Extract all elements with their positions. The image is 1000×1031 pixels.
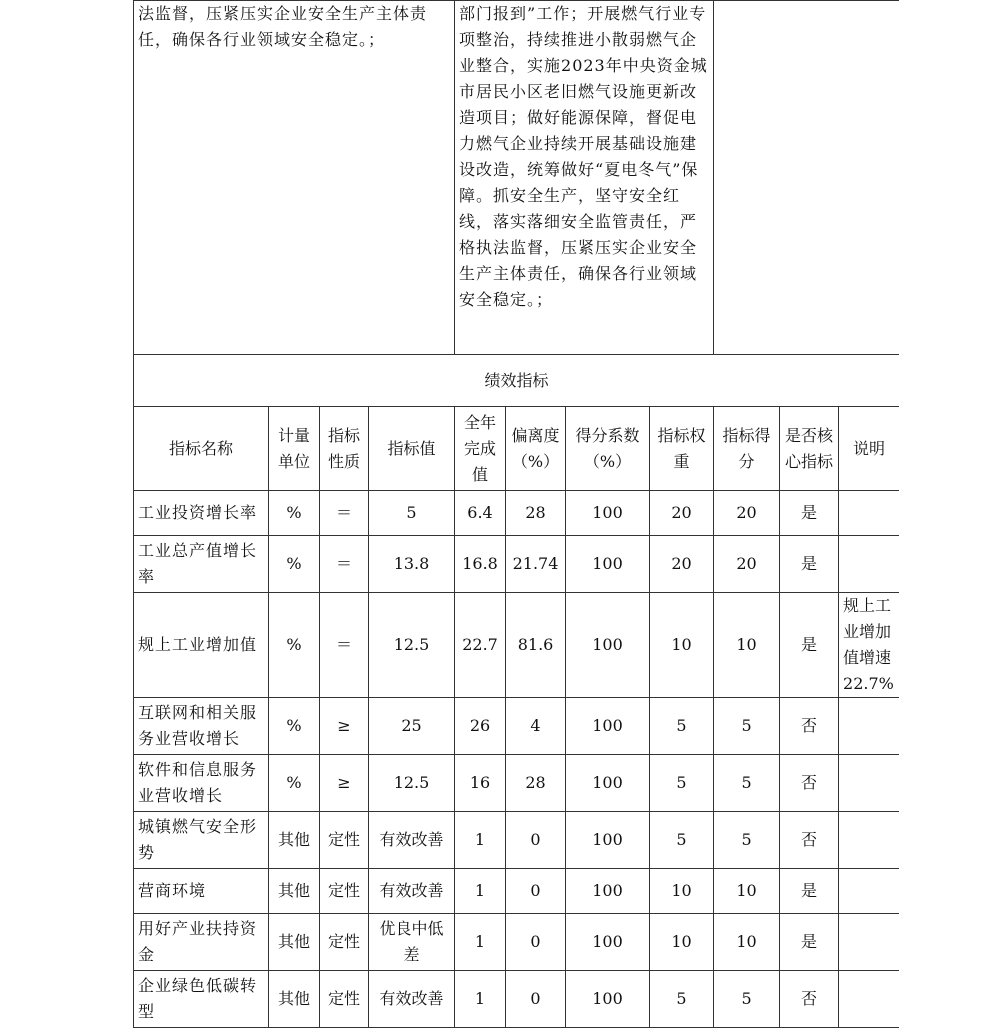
cell-deviation: 28 (506, 755, 566, 812)
section-title-row (134, 355, 900, 407)
cell-name: 企业绿色低碳转型 (134, 971, 269, 1028)
cell-unit: 其他 (269, 914, 320, 971)
top-middle-cell: 部门报到”工作；开展燃气行业专项整治，持续推进小散弱燃气企业整合，实施2023年中央资金城市居民小区老旧燃气设施更新改造项目；做好能源保障，督促电力燃气企业持续开展基础设施建设改造，统筹做好“夏电冬气”保障。抓安全生产，坚守安全红线，落实落细安全监管责任，严格执法监督，压紧压实企业安全生产主体责任，确保各行业领域安全稳定。； (455, 1, 714, 355)
cell-done: 16 (455, 755, 506, 812)
cell-deviation: 81.6 (506, 593, 566, 698)
cell-core: 否 (780, 755, 839, 812)
cell-core: 否 (780, 971, 839, 1028)
cell-deviation: 21.74 (506, 536, 566, 593)
header-coefficient: 得分系数（%） (566, 407, 650, 491)
cell-note (839, 491, 899, 536)
cell-value: 25 (369, 698, 455, 755)
cell-done: 6.4 (455, 491, 506, 536)
cell-score: 20 (714, 536, 780, 593)
cell-weight: 20 (650, 491, 714, 536)
cell-core: 否 (780, 698, 839, 755)
cell-deviation: 0 (506, 914, 566, 971)
cell-done: 1 (455, 971, 506, 1028)
cell-note (839, 869, 899, 914)
cell-coefficient: 100 (566, 536, 650, 593)
cell-name: 营商环境 (134, 869, 269, 914)
cell-name: 工业总产值增长率 (134, 536, 269, 593)
cell-done: 1 (455, 812, 506, 869)
cell-score: 5 (714, 698, 780, 755)
cell-unit: 其他 (269, 812, 320, 869)
cell-done: 16.8 (455, 536, 506, 593)
cell-weight: 10 (650, 869, 714, 914)
header-value: 指标值 (369, 407, 455, 491)
header-core: 是否核心指标 (780, 407, 839, 491)
cell-core: 是 (780, 869, 839, 914)
top-right-cell (714, 1, 899, 355)
performance-table (133, 0, 899, 1028)
header-score: 指标得分 (714, 407, 780, 491)
cell-unit: 其他 (269, 869, 320, 914)
document-page (133, 0, 899, 1031)
cell-nature: 定性 (320, 869, 369, 914)
table-row (134, 971, 900, 1028)
cell-nature: ≥ (320, 755, 369, 812)
cell-coefficient: 100 (566, 698, 650, 755)
cell-value: 12.5 (369, 593, 455, 698)
cell-core: 否 (780, 812, 839, 869)
table-row (134, 812, 900, 869)
cell-score: 5 (714, 812, 780, 869)
cell-value: 13.8 (369, 536, 455, 593)
cell-name: 用好产业扶持资金 (134, 914, 269, 971)
cell-weight: 20 (650, 536, 714, 593)
cell-done: 22.7 (455, 593, 506, 698)
header-name: 指标名称 (134, 407, 269, 491)
cell-done: 1 (455, 869, 506, 914)
cell-value: 12.5 (369, 755, 455, 812)
cell-unit: % (269, 698, 320, 755)
cell-score: 10 (714, 914, 780, 971)
cell-name: 软件和信息服务业营收增长 (134, 755, 269, 812)
cell-unit: 其他 (269, 971, 320, 1028)
cell-name: 城镇燃气安全形势 (134, 812, 269, 869)
cell-deviation: 0 (506, 869, 566, 914)
table-header-row (134, 407, 900, 491)
cell-score: 20 (714, 491, 780, 536)
header-deviation: 偏离度（%） (506, 407, 566, 491)
cell-score: 5 (714, 971, 780, 1028)
cell-coefficient: 100 (566, 491, 650, 536)
cell-unit: % (269, 491, 320, 536)
cell-name: 工业投资增长率 (134, 491, 269, 536)
header-nature: 指标性质 (320, 407, 369, 491)
table-row (134, 593, 900, 698)
cell-deviation: 0 (506, 812, 566, 869)
table-row (134, 698, 900, 755)
cell-note (839, 536, 899, 593)
cell-nature: ≥ (320, 698, 369, 755)
cell-weight: 10 (650, 914, 714, 971)
cell-name: 规上工业增加值 (134, 593, 269, 698)
header-done: 全年完成值 (455, 407, 506, 491)
cell-name: 互联网和相关服务业营收增长 (134, 698, 269, 755)
header-weight: 指标权重 (650, 407, 714, 491)
cell-done: 26 (455, 698, 506, 755)
cell-nature: ＝ (320, 491, 369, 536)
cell-coefficient: 100 (566, 755, 650, 812)
cell-score: 10 (714, 593, 780, 698)
cell-value: 有效改善 (369, 812, 455, 869)
cell-deviation: 4 (506, 698, 566, 755)
cell-weight: 5 (650, 971, 714, 1028)
cell-nature: ＝ (320, 536, 369, 593)
cell-score: 5 (714, 755, 780, 812)
cell-note: 规上工业增加值增速22.7% (839, 593, 899, 698)
cell-nature: 定性 (320, 971, 369, 1028)
cell-weight: 5 (650, 698, 714, 755)
cell-deviation: 0 (506, 971, 566, 1028)
cell-coefficient: 100 (566, 971, 650, 1028)
cell-unit: % (269, 755, 320, 812)
cell-unit: % (269, 593, 320, 698)
cell-coefficient: 100 (566, 593, 650, 698)
cell-nature: ＝ (320, 593, 369, 698)
cell-coefficient: 100 (566, 812, 650, 869)
table-row (134, 869, 900, 914)
cell-note (839, 755, 899, 812)
table-row (134, 755, 900, 812)
table-row (134, 536, 900, 593)
cell-core: 是 (780, 914, 839, 971)
cell-weight: 10 (650, 593, 714, 698)
cell-core: 是 (780, 491, 839, 536)
header-note: 说明 (839, 407, 899, 491)
cell-coefficient: 100 (566, 914, 650, 971)
cell-value: 有效改善 (369, 971, 455, 1028)
top-left-cell: 法监督，压紧压实企业安全生产主体责任，确保各行业领域安全稳定。； (134, 1, 455, 355)
cell-nature: 定性 (320, 914, 369, 971)
cell-unit: % (269, 536, 320, 593)
cell-deviation: 28 (506, 491, 566, 536)
cell-note (839, 971, 899, 1028)
cell-note (839, 914, 899, 971)
cell-value: 5 (369, 491, 455, 536)
cell-nature: 定性 (320, 812, 369, 869)
cell-weight: 5 (650, 755, 714, 812)
cell-core: 是 (780, 593, 839, 698)
top-text-row (134, 1, 900, 355)
cell-weight: 5 (650, 812, 714, 869)
cell-note (839, 812, 899, 869)
cell-value: 优良中低差 (369, 914, 455, 971)
cell-coefficient: 100 (566, 869, 650, 914)
cell-done: 1 (455, 914, 506, 971)
table-row (134, 491, 900, 536)
section-title: 绩效指标 (134, 355, 900, 407)
table-row (134, 914, 900, 971)
header-unit: 计量单位 (269, 407, 320, 491)
cell-note (839, 698, 899, 755)
cell-value: 有效改善 (369, 869, 455, 914)
cell-score: 10 (714, 869, 780, 914)
cell-core: 是 (780, 536, 839, 593)
